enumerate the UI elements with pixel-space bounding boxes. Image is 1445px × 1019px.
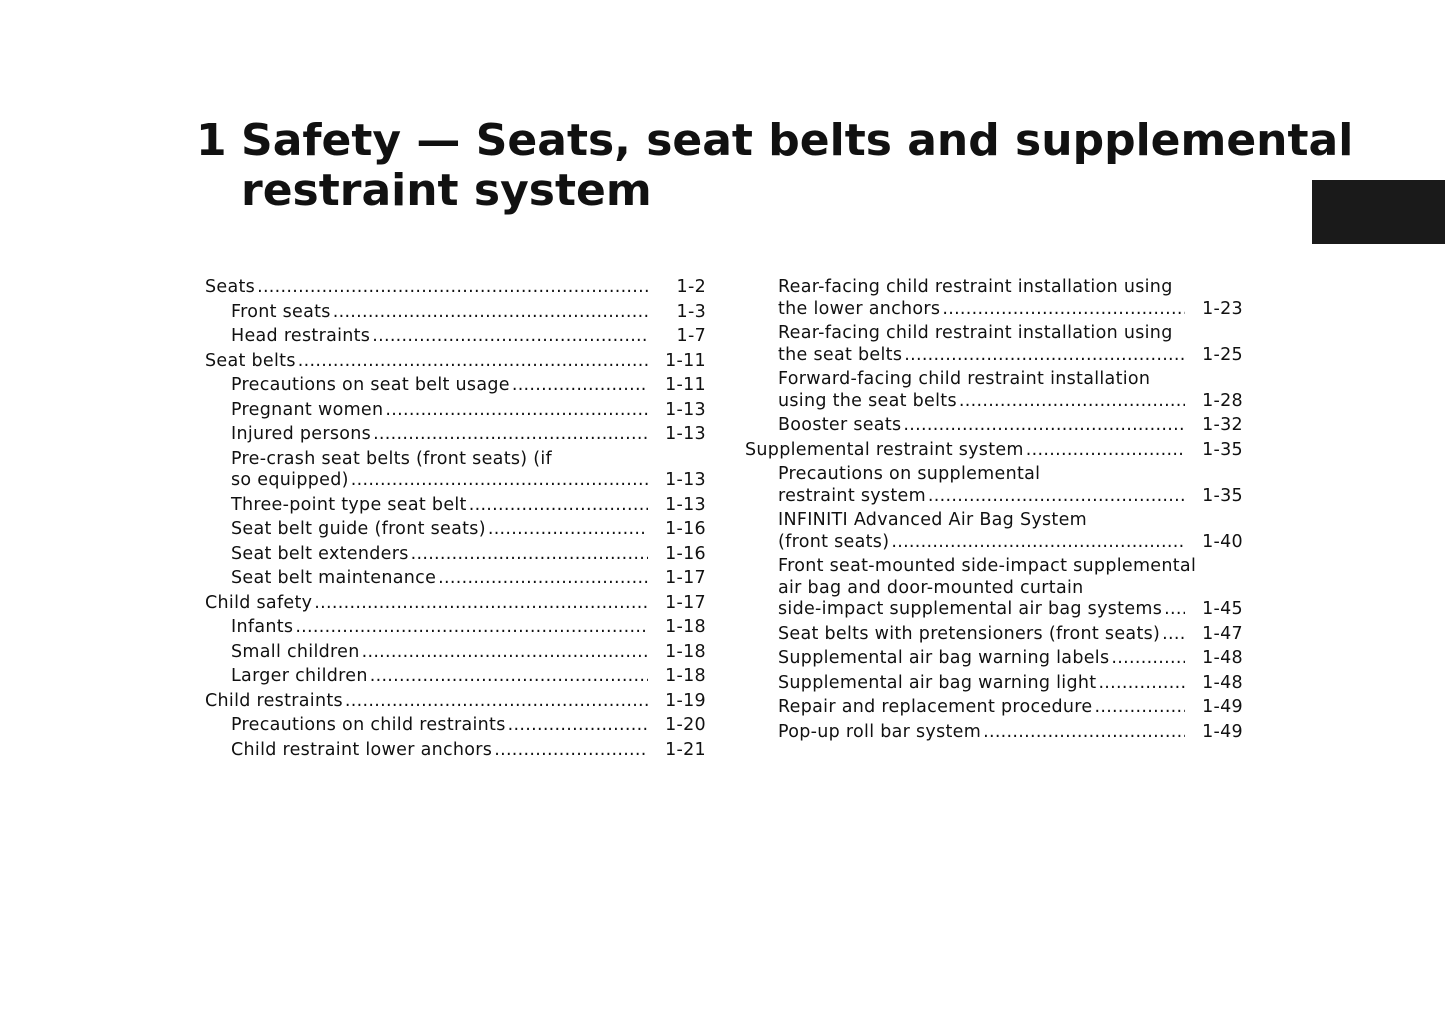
toc-dot-leader (959, 391, 1185, 413)
toc-dot-leader (298, 351, 648, 373)
toc-entry-title: Head restraints (231, 326, 371, 346)
toc-dot-leader (903, 415, 1185, 437)
toc-entry[interactable] (205, 277, 706, 299)
toc-dot-leader (362, 642, 648, 664)
toc-entry[interactable] (205, 400, 706, 422)
toc-entry-title-row (778, 415, 1185, 437)
toc-dot-leader (512, 375, 648, 397)
toc-entry-title-row (778, 624, 1185, 646)
toc-entry-title: Infants (231, 617, 294, 637)
toc-entry-title: Precautions on seat belt usage (231, 375, 510, 395)
toc-entry-title-row (205, 691, 648, 713)
toc-entry-title: Seat belt extenders (231, 543, 409, 564)
toc-dot-leader (1164, 599, 1185, 621)
toc-entry-title-row (778, 345, 1185, 367)
toc-entry-title-line: Forward-facing child restraint installation (778, 369, 1151, 389)
toc-page-number: 1-47 (1202, 623, 1243, 644)
chapter-title-text-1: Safety — Seats, seat belts and supplemental (241, 115, 1354, 166)
toc-entry-title-row (778, 599, 1185, 621)
toc-entry-title-row (231, 400, 648, 422)
toc-page-number: 1-11 (665, 350, 706, 371)
toc-dot-leader (1026, 440, 1185, 462)
toc-entry-title: Seat belt maintenance (231, 568, 437, 588)
toc-entry-title: Larger children (231, 666, 368, 686)
toc-entry-title: Seats (205, 277, 256, 297)
toc-dot-leader (508, 715, 648, 737)
toc-page-number: 1-2 (676, 277, 706, 297)
toc-page-number: 1-16 (665, 519, 706, 539)
toc-page-number: 1-18 (665, 617, 706, 637)
toc-entry-title-line: Front seat-mounted side-impact supplemental (778, 556, 1197, 576)
toc-entry[interactable] (205, 715, 706, 737)
toc-page-number: 1-13 (665, 399, 706, 420)
toc-entry-title-line: Rear-facing child restraint installation using (778, 323, 1173, 343)
toc-entry-title: the lower anchors (778, 298, 941, 319)
toc-entry[interactable] (745, 673, 1243, 695)
toc-entry-title-line: Rear-facing child restraint installation using (778, 277, 1173, 297)
toc-entry-title-row (778, 532, 1185, 554)
toc-entry[interactable] (205, 326, 706, 348)
toc-entry[interactable] (745, 277, 1243, 320)
toc-entry-title-row (231, 642, 648, 664)
toc-entry-title-row (231, 715, 648, 737)
toc-page-number: 1-40 (1202, 531, 1243, 552)
toc-page-number: 1-13 (665, 470, 706, 490)
toc-entry[interactable] (205, 593, 706, 615)
toc-entry-title-row (231, 544, 648, 566)
toc-entry-title: Supplemental air bag warning labels (778, 648, 1110, 668)
toc-entry-title: the seat belts (778, 344, 903, 365)
toc-dot-leader (983, 722, 1185, 744)
toc-entry-title-row (231, 470, 648, 492)
toc-entry-title: Precautions on child restraints (231, 715, 506, 735)
toc-page-number: 1-18 (665, 641, 706, 662)
toc-entry[interactable] (745, 323, 1243, 366)
toc-page-number: 1-3 (676, 301, 706, 322)
toc-dot-leader (1111, 648, 1185, 670)
toc-entry-title: Child safety (205, 592, 313, 613)
toc-entry-title-row (778, 391, 1185, 413)
toc-entry[interactable] (745, 722, 1243, 744)
toc-entry-title-row (205, 277, 648, 299)
toc-page-number: 1-45 (1202, 599, 1243, 619)
toc-entry-title: side-impact supplemental air bag systems (778, 599, 1163, 619)
chapter-tab-marker (1312, 180, 1445, 244)
toc-entry[interactable] (205, 495, 706, 517)
toc-dot-leader (1162, 624, 1185, 646)
toc-page-number: 1-7 (676, 326, 706, 346)
toc-entry-title-row (205, 593, 648, 615)
toc-page-number: 1-49 (1202, 721, 1243, 742)
toc-dot-leader (1098, 673, 1185, 695)
toc-entry-title-row (231, 495, 648, 517)
toc-entry[interactable] (745, 369, 1243, 412)
toc-dot-leader (438, 568, 648, 590)
toc-entry-title: Child restraints (205, 690, 343, 711)
toc-entry-title-row (778, 722, 1185, 744)
toc-entry-title-row (231, 424, 648, 446)
toc-dot-leader (373, 424, 648, 446)
toc-dot-leader (345, 691, 648, 713)
toc-entry[interactable] (205, 519, 706, 541)
toc-entry[interactable] (205, 691, 706, 713)
toc-dot-leader (891, 532, 1185, 554)
toc-entry[interactable] (205, 642, 706, 664)
toc-entry-title: Seat belts with pretensioners (front seats) (778, 623, 1161, 644)
toc-entry-title: Child restraint lower anchors (231, 739, 493, 760)
toc-page-number: 1-49 (1202, 697, 1243, 717)
toc-dot-leader (370, 666, 648, 688)
toc-entry[interactable] (205, 449, 706, 492)
chapter-title (196, 115, 1354, 216)
toc-entry[interactable] (205, 617, 706, 639)
toc-entry[interactable] (745, 415, 1243, 437)
toc-entry-title-row (231, 666, 648, 688)
toc-entry-title-row (205, 351, 648, 373)
toc-dot-leader (494, 740, 648, 762)
toc-entry[interactable] (745, 697, 1243, 719)
toc-entry-title-line: Pre-crash seat belts (front seats) (if (231, 448, 553, 469)
toc-entry-title-row (778, 673, 1185, 695)
toc-entry-title: Booster seats (778, 415, 902, 435)
toc-dot-leader (488, 519, 648, 541)
toc-entry[interactable] (745, 556, 1243, 621)
toc-entry-title-row (745, 440, 1185, 462)
toc-page-number: 1-13 (665, 494, 706, 515)
toc-entry-title: Small children (231, 641, 360, 662)
toc-dot-leader (257, 277, 648, 299)
toc-entry[interactable] (205, 568, 706, 590)
toc-entry-title-row (778, 486, 1185, 508)
chapter-title-line-1 (196, 115, 1354, 166)
toc-entry-title: using the seat belts (778, 390, 957, 411)
toc-left-column (205, 277, 706, 764)
chapter-number: 1 (196, 115, 227, 166)
toc-entry-title-row (231, 326, 648, 348)
toc-entry-title: so equipped) (231, 470, 349, 490)
toc-dot-leader (942, 299, 1185, 321)
toc-page-number: 1-35 (1202, 485, 1243, 506)
toc-page-number: 1-48 (1202, 672, 1243, 693)
toc-entry-title: Seat belts (205, 350, 296, 371)
toc-entry-title-row (231, 519, 648, 541)
toc-entry-title-row (231, 617, 648, 639)
toc-entry[interactable] (205, 544, 706, 566)
chapter-title-line-2: restraint system (241, 165, 652, 216)
toc-entry[interactable] (205, 740, 706, 762)
toc-entry[interactable] (205, 375, 706, 397)
toc-page-number: 1-28 (1202, 390, 1243, 411)
toc-page-number: 1-17 (665, 568, 706, 588)
toc-dot-leader (904, 345, 1185, 367)
toc-dot-leader (295, 617, 648, 639)
toc-entry[interactable] (745, 510, 1243, 553)
toc-entry-title-row (231, 740, 648, 762)
toc-page-number: 1-19 (665, 690, 706, 711)
toc-dot-leader (411, 544, 648, 566)
toc-page-number: 1-21 (665, 739, 706, 760)
toc-page-number: 1-11 (665, 375, 706, 395)
toc-page-number: 1-35 (1202, 439, 1243, 460)
toc-dot-leader (469, 495, 648, 517)
toc-entry-title: Supplemental restraint system (745, 439, 1024, 460)
toc-dot-leader (385, 400, 648, 422)
toc-entry-title: Seat belt guide (front seats) (231, 519, 486, 539)
toc-entry-title-row (231, 568, 648, 590)
toc-page-number: 1-18 (665, 666, 706, 686)
toc-page-number: 1-20 (665, 715, 706, 735)
toc-entry[interactable] (205, 424, 706, 446)
toc-entry-title: (front seats) (778, 531, 890, 552)
toc-dot-leader (314, 593, 648, 615)
toc-right-column (745, 277, 1243, 746)
toc-entry-title-line: INFINITI Advanced Air Bag System (778, 510, 1087, 530)
toc-entry-title: Front seats (231, 301, 331, 322)
toc-dot-leader (1094, 697, 1185, 719)
toc-entry-title: Three-point type seat belt (231, 494, 467, 515)
toc-entry[interactable] (745, 464, 1243, 507)
toc-entry-title: Repair and replacement procedure (778, 697, 1093, 717)
toc-entry-title-row (231, 375, 648, 397)
toc-entry[interactable] (205, 351, 706, 373)
toc-entry[interactable] (745, 648, 1243, 670)
toc-page-number: 1-25 (1202, 344, 1243, 365)
toc-entry-title: Injured persons (231, 424, 372, 444)
toc-entry-title-row (778, 648, 1185, 670)
toc-entry[interactable] (205, 666, 706, 688)
toc-page-number: 1-48 (1202, 648, 1243, 668)
toc-page-number: 1-13 (665, 424, 706, 444)
toc-page-number: 1-16 (665, 543, 706, 564)
toc-page-number: 1-23 (1202, 298, 1243, 319)
toc-dot-leader (333, 302, 648, 324)
toc-dot-leader (928, 486, 1185, 508)
toc-entry[interactable] (205, 302, 706, 324)
toc-entry-title-row (778, 697, 1185, 719)
toc-entry-title-row (778, 299, 1185, 321)
toc-dot-leader (372, 326, 648, 348)
toc-entry[interactable] (745, 624, 1243, 646)
toc-entry-title-line: air bag and door-mounted curtain (778, 577, 1084, 598)
toc-page-number: 1-32 (1202, 415, 1243, 435)
toc-entry-title-row (231, 302, 648, 324)
toc-entry[interactable] (745, 440, 1243, 462)
toc-page-number: 1-17 (665, 592, 706, 613)
toc-entry-title: Pregnant women (231, 399, 384, 420)
toc-entry-title: Pop-up roll bar system (778, 721, 982, 742)
toc-entry-title-line: Precautions on supplemental (778, 464, 1041, 484)
toc-dot-leader (351, 470, 648, 492)
toc-entry-title: Supplemental air bag warning light (778, 672, 1097, 693)
toc-entry-title: restraint system (778, 485, 926, 506)
